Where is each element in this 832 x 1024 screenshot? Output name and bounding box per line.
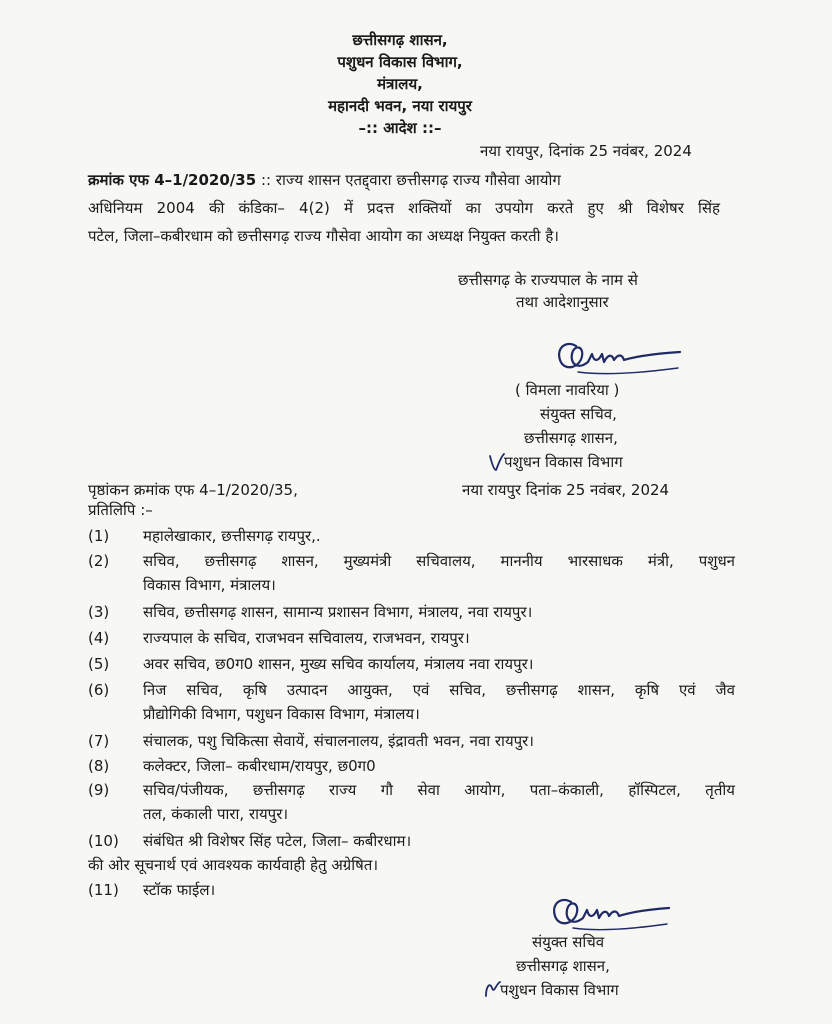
copy-item-line: प्रौद्योगिकी विभाग, पशुधन विकास विभाग, मंत्रालय। [143,705,420,723]
copy-number: (4) [88,629,110,647]
authority-line-1: छत्तीसगढ़ के राज्यपाल के नाम से [458,271,638,289]
forward-note: की ओर सूचनार्थ एवं आवश्यक कार्यवाही हेतु अग्रेषित। [88,856,379,874]
bottom-signatory-govt: छत्तीसगढ़ शासन, [516,957,610,975]
order-title: –:: आदेश ::– [358,119,442,137]
order-line-1 [88,170,720,190]
copy-number: (5) [88,655,110,673]
order-date: नया रायपुर, दिनांक 25 नवंबर, 2024 [480,142,692,160]
copy-number: (8) [88,757,110,775]
copy-number: (9) [88,781,110,799]
header-line-address: महानदी भवन, नया रायपुर [328,97,472,115]
copy-item-line: स्टॉक फाईल। [143,881,216,899]
copy-number: (7) [88,732,110,750]
copy-item-line: विकास विभाग, मंत्रालय। [143,576,276,594]
copy-item-line: तल, कंकाली पारा, रायपुर। [143,805,289,823]
copy-item-line: महालेखाकार, छत्तीसगढ़ रायपुर,. [143,527,321,545]
bottom-signatory-designation: संयुक्त सचिव [532,933,605,951]
copy-item-line: संबंधित श्री विशेषर सिंह पटेल, जिला– कबीरधाम। [143,832,412,850]
header-line-dept: पशुधन विकास विभाग, [337,53,463,71]
copy-item-line: अवर सचिव, छ0ग0 शासन, मुख्य सचिव कार्यालय, मंत्रालय नवा रायपुर। [143,655,534,673]
authority-line-2: तथा आदेशानुसार [516,293,609,311]
endorsement-date: नया रायपुर दिनांक 25 नवंबर, 2024 [462,481,670,499]
copy-item-line: निज सचिव, कृषि उत्पादन आयुक्त, एवं सचिव, छत्तीसगढ़ शासन, कृषि एवं जैव [143,681,735,699]
copy-number: (3) [88,603,110,621]
endorsement-ref: पृष्ठांकन क्रमांक एफ 4–1/2020/35, [88,481,298,499]
copy-number: (1) [88,527,110,545]
copy-number: (11) [88,881,119,899]
signature-2 [545,890,675,934]
copy-item-line: सचिव, छत्तीसगढ़ शासन, मुख्यमंत्री सचिवालय, माननीय भारसाधक मंत्री, पशुधन [143,552,735,570]
copy-number: (6) [88,681,110,699]
signatory-name: ( विमला नावरिया ) [515,381,620,399]
order-line-2: अधिनियम 2004 की कंडिका– 4(2) में प्रदत्त शक्तियों का उपयोग करते हुए श्री विशेषर सिंह [88,199,720,217]
header-line-govt: छत्तीसगढ़ शासन, [352,31,448,49]
signatory-dept: पशुधन विकास विभाग [504,453,623,471]
copy-item-line: राज्यपाल के सचिव, राजभवन सचिवालय, राजभवन, रायपुर। [143,629,470,647]
copy-item-line: सचिव, छत्तीसगढ़ शासन, सामान्य प्रशासन विभाग, मंत्रालय, नवा रायपुर। [143,603,533,621]
order-ref: क्रमांक एफ 4–1/2020/35 [88,171,257,189]
copy-number: (2) [88,552,110,570]
header-line-ministry: मंत्रालय, [377,75,423,93]
order-line-1-text: :: राज्य शासन एतद्द्वारा छत्तीसगढ़ राज्य गौसेवा आयोग [260,171,561,189]
copy-item-line: सचिव/पंजीयक, छत्तीसगढ़ राज्य गौ सेवा आयोग, पता–कंकाली, हॉस्पिटल, तृतीय [143,781,735,799]
copy-label: प्रतिलिपि :– [88,501,153,519]
copy-item-line: कलेक्टर, जिला– कबीरधाम/रायपुर, छ0ग0 [143,757,376,775]
order-line-3: पटेल, जिला–कबीरधाम को छत्तीसगढ़ राज्य गौसेवा आयोग का अध्यक्ष नियुक्त करती है। [88,227,559,245]
copy-number: (10) [88,832,119,850]
copy-item-line: संचालक, पशु चिकित्सा सेवायें, संचालनालय, इंद्रावती भवन, नवा रायपुर। [143,732,534,750]
signature-1 [548,332,688,378]
signatory-designation: संयुक्त सचिव, [540,405,617,423]
bottom-signatory-dept: पशुधन विकास विभाग [500,981,619,999]
signatory-govt: छत्तीसगढ़ शासन, [524,429,618,447]
